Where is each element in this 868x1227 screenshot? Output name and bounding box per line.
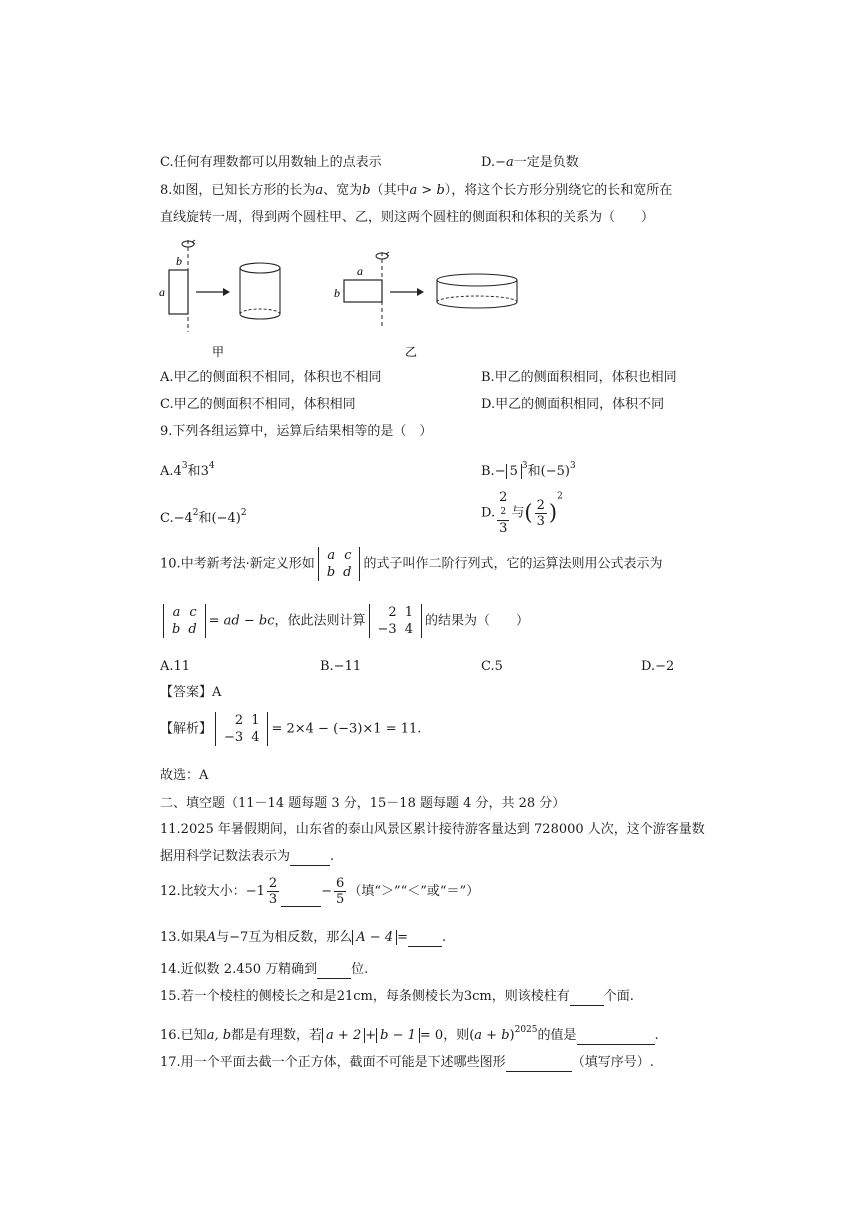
label-yi: 乙 xyxy=(405,345,418,359)
q10-choose: 故选：A xyxy=(160,768,209,783)
q10-option-c: C.5 xyxy=(481,659,503,674)
q17: 17.用一个平面去截一个正方体，截面不可能是下述哪些图形 （填写序号）. xyxy=(160,1055,654,1070)
matrix-analysis: 2 1 −3 4 xyxy=(215,712,268,746)
q8-figure xyxy=(150,232,550,362)
side-a-label-2: a xyxy=(357,264,363,278)
q12-answer-blank[interactable] xyxy=(281,892,321,907)
q8-option-a: A.甲乙的侧面积不相同，体积也不相同 xyxy=(160,370,382,385)
q8-option-c: C.甲乙的侧面积不相同，体积相同 xyxy=(160,397,356,412)
q10-stem-line1: 10.中考新考法·新定义形如 a c b d 的式子叫作二阶行列式，它的运算法则用公式表示为 xyxy=(160,548,663,580)
q8-option-b: B.甲乙的侧面积相同，体积也相同 xyxy=(481,370,677,385)
matrix-general-2: a c b d xyxy=(163,604,206,638)
q14-answer-blank[interactable] xyxy=(317,966,351,979)
matrix-general: a c b d xyxy=(318,547,361,581)
q9-option-d: D. 2 2 3 与( $\frac{2}{3}$ )$^2$ xyxy=(481,490,563,536)
q7-option-c: C.任何有理数都可以用数轴上的点表示 xyxy=(160,155,382,170)
q10-option-a: A.11 xyxy=(160,659,191,674)
q13: 13.如果A与−7互为相反数，那么 A − 4 = . xyxy=(160,930,447,945)
q14: 14.近似数 2.450 万精确到 位. xyxy=(160,962,369,977)
q10-option-d: D.−2 xyxy=(641,659,675,674)
q10-stem-line2: a c b d = ad − bc，依此法则计算 2 1 −3 4 的结果为（ ） xyxy=(160,604,529,638)
q8-option-d: D.甲乙的侧面积相同，体积不同 xyxy=(481,397,665,412)
q8-stem-line2: 直线旋转一周，得到两个圆柱甲、乙，则这两个圆柱的侧面积和体积的关系为（ ） xyxy=(160,210,655,225)
label-jia: 甲 xyxy=(212,345,225,359)
side-b-label-2: b xyxy=(334,286,340,300)
q15: 15.若一个棱柱的侧棱长之和是21cm，每条侧棱长为3cm，则该棱柱有 个面. xyxy=(160,989,634,1004)
q16: 16.已知a, b都是有理数，若 a + 2 + b − 1 = 0，则$(a + b)^{2025}$的值是 . xyxy=(160,1025,659,1043)
q9-option-c: $C.-4^2$和$(-4)^2$ xyxy=(160,508,247,526)
q7-option-d: D.−a一定是负数 xyxy=(481,155,579,170)
q11-line2: 据用科学记数法表示为 . xyxy=(160,849,335,864)
figure-jia xyxy=(159,240,280,359)
section2-title: 二、填空题（11－14 题每题 3 分，15－18 题每题 4 分，共 28 分） xyxy=(160,796,566,811)
q9-option-b: B.− 5 $^3$和$(-5)^3$ xyxy=(481,461,576,479)
q13-answer-blank[interactable] xyxy=(408,934,442,947)
q8-stem-line1: 8.如图，已知长方形的长为a、宽为b（其中a > b），将这个长方形分别绕它的长和宽所在 xyxy=(160,183,673,198)
q12: 12.比较大小：−1 $\frac{2}{3}$ − $\frac{6}{5}$ （填“＞”“＜”或“＝”） xyxy=(160,876,480,907)
side-b-label: b xyxy=(176,254,182,268)
figure-yi xyxy=(334,252,517,359)
q9-stem: 9.下列各组运算中，运算后结果相等的是（ ） xyxy=(160,424,433,439)
q11-line1: 11.2025 年暑假期间，山东省的泰山风景区累计接待游客量达到 728000 人次，这个游客量数 xyxy=(160,822,705,837)
q10-option-b: B.−11 xyxy=(320,659,362,674)
q15-answer-blank[interactable] xyxy=(570,993,604,1006)
q16-answer-blank[interactable] xyxy=(577,1032,655,1045)
q10-answer: 【答案】A xyxy=(160,685,222,700)
q9-option-a: $A.4^3$和$3^4$ xyxy=(160,461,215,479)
q10-analysis: 【解析】 2 1 −3 4 = 2×4 − (−3)×1 = 11. xyxy=(160,713,422,745)
q11-answer-blank[interactable] xyxy=(290,853,330,866)
q17-answer-blank[interactable] xyxy=(506,1059,572,1072)
matrix-numeric: 2 1 −3 4 xyxy=(369,604,422,638)
side-a-label: a xyxy=(159,285,165,299)
